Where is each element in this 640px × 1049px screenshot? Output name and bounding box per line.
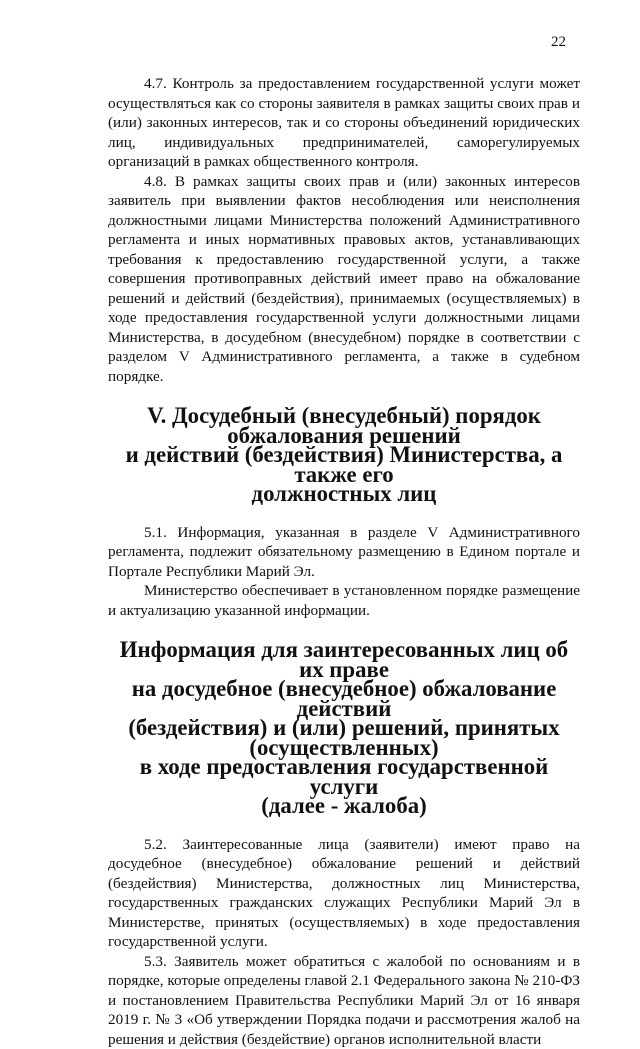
section-v-heading <box>108 406 580 504</box>
info-section-heading <box>108 640 580 816</box>
heading-line: и действий (бездействия) Министерства, а также его <box>108 445 580 484</box>
heading-line: (далее - жалоба) <box>108 796 580 816</box>
paragraph-4-8: 4.8. В рамках защиты своих прав и (или) законных интересов заявитель при выявлении фактов несоблюдения или неисполнения должностными лицами Министерства положений Административного регламента и иных нормативных правовых актов, устанавливающих требования к предоставлению государственной услуги, а также совершения противоправных действий имеет право на обжалование решений и действий (бездействия), принимаемых (осуществляемых) в ходе предоставления государственной услуги должностными лицами Министерства, в досудебном (внесудебном) порядке в соответствии с разделом V Административного регламента, а также в судебном порядке. <box>108 172 580 387</box>
heading-line: должностных лиц <box>108 484 580 504</box>
heading-line: V. Досудебный (внесудебный) порядок обжалования решений <box>108 406 580 445</box>
heading-line: в ходе предоставления государственной услуги <box>108 757 580 796</box>
paragraph-5-1: 5.1. Информация, указанная в разделе V Административного регламента, подлежит обязательному размещению в Едином портале и Портале Республики Марий Эл. <box>108 523 580 582</box>
paragraph-ministry-info: Министерство обеспечивает в установленном порядке размещение и актуализацию указанной информации. <box>108 581 580 620</box>
page-number: 22 <box>551 34 566 51</box>
paragraph-4-7: 4.7. Контроль за предоставлением государственной услуги может осуществляться как со стороны заявителя в рамках защиты своих прав и (или) законных интересов, так и со стороны объединений юридических лиц, индивидуальных предпринимателей, саморегулируемых организаций в рамках общественного контроля. <box>108 74 580 172</box>
paragraph-5-3: 5.3. Заявитель может обратиться с жалобой по основаниям и в порядке, которые определены главой 2.1 Федерального закона № 210-ФЗ и постановлением Правительства Республики Марий Эл от 16 января 2019 г. № 3 «Об утверждении Порядка подачи и рассмотрения жалоб на решения и действия (бездействие) органов исполнительной власти <box>108 952 580 1049</box>
heading-line: Информация для заинтересованных лиц об их праве <box>108 640 580 679</box>
paragraph-5-2: 5.2. Заинтересованные лица (заявители) имеют право на досудебное (внесудебное) обжалование решений и действий (бездействия) Министерства, должностных лиц Министерства, государственных гражданских служащих Республики Марий Эл в Министерстве, принятых (осуществляемых) в ходе предоставления государственной услуги. <box>108 835 580 952</box>
heading-line: (бездействия) и (или) решений, принятых (осуществленных) <box>108 718 580 757</box>
heading-line: на досудебное (внесудебное) обжалование действий <box>108 679 580 718</box>
document-body <box>108 74 580 1049</box>
